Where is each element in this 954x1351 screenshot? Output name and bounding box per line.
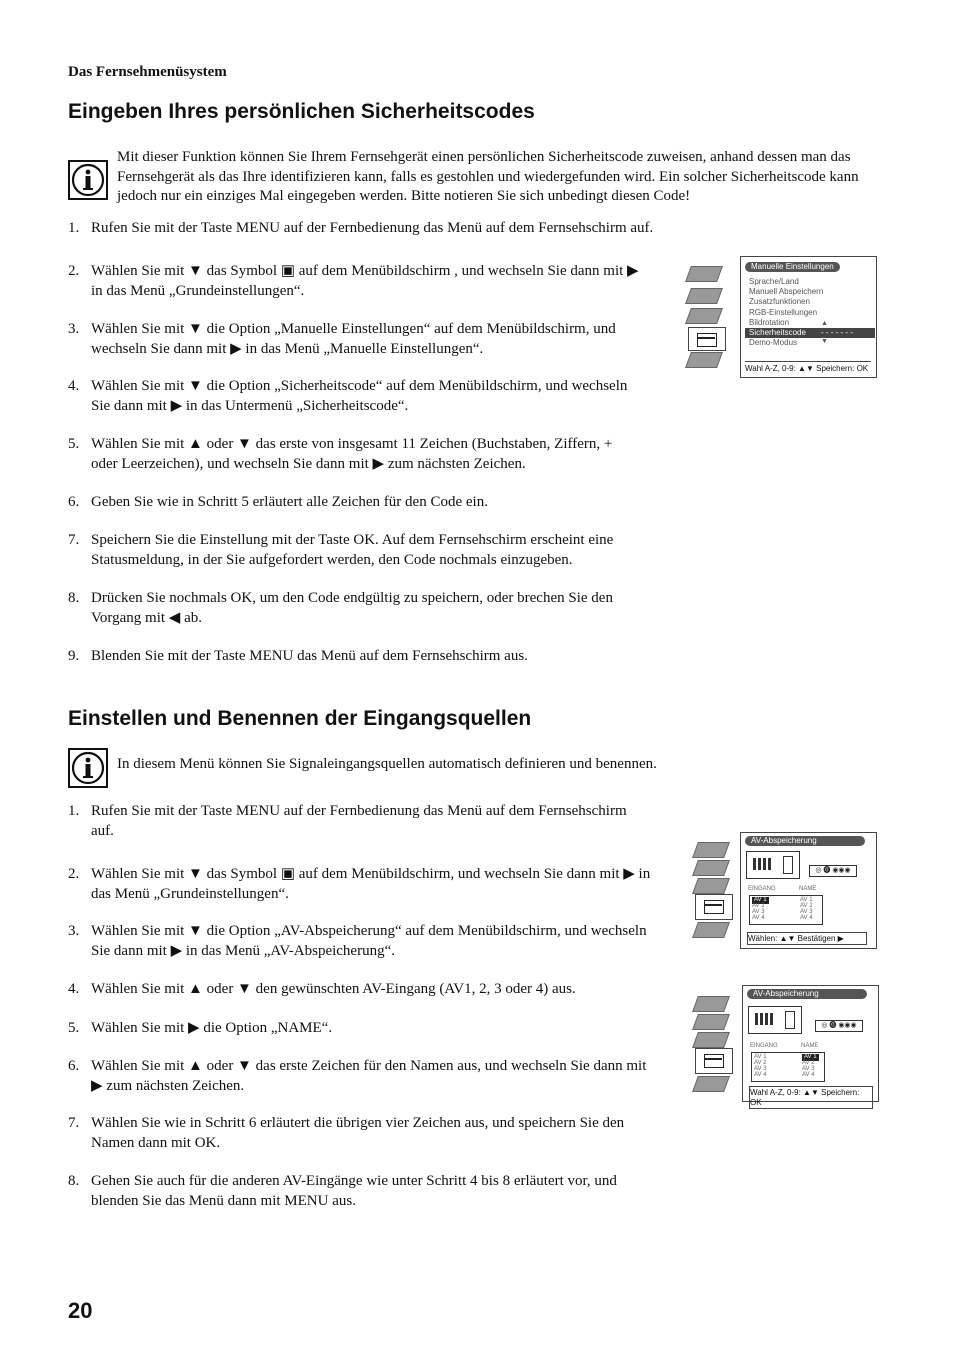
step-item [68, 1019, 708, 1059]
av-input: AV 4 [754, 1072, 767, 1078]
menu-item: Manuell Abspeichern [749, 287, 824, 296]
jack-icons: ◎ ⓿ ◉◉◉ [815, 1020, 863, 1032]
picture-tab-icon [692, 996, 730, 1012]
step-number: 3. [68, 923, 80, 939]
step-text: auf. [91, 822, 114, 839]
av-name: AV 2 [802, 1060, 815, 1066]
section-title-security-code: Eingeben Ihres persönlichen Sicherheitscodes [68, 100, 535, 123]
setup-tab-icon-selected [695, 1048, 733, 1074]
col-eingang: EINGANG [748, 886, 776, 892]
step-item [68, 1172, 708, 1212]
running-header: Das Fernsehmenüsystem [68, 64, 227, 80]
step-item [68, 980, 708, 1020]
step-number: 4. [68, 981, 80, 997]
step-item [68, 922, 708, 962]
menu-item: Sprache/Land [749, 277, 799, 286]
step-text: Wählen Sie mit ▲ oder ▼ das erste Zeichen für den Namen aus, und wechseln Sie dann mit [91, 1058, 647, 1074]
menu-item: RGB-Einstellungen [749, 308, 818, 317]
step-item [68, 531, 708, 571]
menu-footer: Wählen: ▲▼ Bestätigen ▶ [747, 932, 867, 945]
step-number: 1. [68, 803, 80, 819]
step-item [68, 1057, 708, 1097]
picture-tab-icon [692, 842, 730, 858]
info-icon [68, 748, 108, 788]
av-table [749, 895, 823, 925]
av-input: AV 2 [754, 1060, 767, 1066]
sound-tab-icon [692, 1014, 730, 1030]
step-text: Wählen Sie wie in Schritt 6 erläutert die übrigen vier Zeichen aus, und speichern Sie den [91, 1115, 625, 1131]
step-number: 8. [68, 1173, 80, 1189]
features-tab-icon [685, 308, 723, 324]
menu-item: Bildrotation [749, 318, 790, 327]
step-text: Gehen Sie auch für die anderen AV-Eingänge wie unter Schritt 4 bis 8 erläutert vor, und [91, 1173, 617, 1189]
menu-footer: Wahl A-Z, 0-9: ▲▼ Speichern: OK [745, 361, 871, 374]
av-name: AV 2 [800, 903, 813, 909]
connector-icon [748, 1006, 802, 1034]
step-text: Wählen Sie mit ▼ die Option „Manuelle Einstellungen“ auf dem Menübildschirm, und [91, 321, 616, 337]
step-item [68, 320, 708, 360]
step-text: Drücken Sie nochmals OK, um den Code endgültig zu speichern, oder brechen Sie den [91, 590, 613, 606]
setup-tab-icon-selected [695, 894, 733, 920]
up-arrow-icon: ▲ [821, 320, 828, 327]
step-item [68, 865, 708, 905]
step-text: Statusmeldung, in der Sie aufgefordert werden, den Code nochmals einzugeben. [91, 551, 573, 568]
av-input: AV 3 [752, 909, 765, 915]
section-title-input-sources: Einstellen und Benennen der Eingangsquellen [68, 707, 532, 730]
page-number: 20 [68, 1298, 93, 1323]
step-text: Wählen Sie mit ▲ oder ▼ das erste von insgesamt 11 Zeichen (Buchstaben, Ziffern, + [91, 436, 613, 452]
col-name: NAME [801, 1043, 819, 1049]
av-name: AV 3 [802, 1066, 815, 1072]
step-text: Wählen Sie mit ▼ das Symbol ▣ auf dem Menübildschirm, und wechseln Sie dann mit ▶ in [91, 866, 651, 882]
step-text: wechseln Sie dann mit ▶ in das Menü „Manuelle Einstellungen“. [91, 340, 484, 357]
step-item [68, 377, 708, 417]
section2-intro: In diesem Menü können Sie Signaleingangsquellen automatisch definieren und benennen. [117, 756, 657, 772]
step-number: 1. [68, 220, 80, 236]
step-text: Rufen Sie mit der Taste MENU auf der Fernbedienung das Menü auf dem Fernsehschirm [91, 803, 627, 819]
step-text: Vorgang mit ◀ ab. [91, 609, 202, 626]
step-text: Wählen Sie mit ▼ die Option „AV-Abspeicherung“ auf dem Menübildschirm, und wechseln [91, 923, 647, 939]
step-text: in das Menü „Grundeinstellungen“. [91, 282, 305, 299]
step-text: Wählen Sie mit ▲ oder ▼ den gewünschten AV-Eingang (AV1, 2, 3 oder 4) aus. [91, 981, 576, 997]
step-number: 2. [68, 263, 80, 279]
step-item [68, 493, 708, 533]
av-name: AV 1 [800, 897, 813, 903]
menu-panel-av-a [740, 832, 877, 949]
menu-item-selected: Sicherheitscode [745, 328, 821, 338]
step-number: 2. [68, 866, 80, 882]
step-item [68, 647, 708, 687]
step-number: 7. [68, 532, 80, 548]
step-item [68, 262, 708, 302]
jack-icons: ◎ ⓿ ◉◉◉ [809, 865, 857, 877]
menu-title: AV-Abspeicherung [747, 989, 867, 999]
down-arrow-icon: ▼ [821, 338, 828, 345]
step-text: das Menü „Grundeinstellungen“. [91, 885, 289, 902]
code-value: - - - - - - - [819, 328, 875, 338]
step-item [68, 219, 708, 259]
av-name: AV 4 [802, 1072, 815, 1078]
menu-item: Demo-Modus [749, 338, 798, 347]
menu-title: AV-Abspeicherung [745, 836, 865, 846]
sound-tab-icon [685, 288, 723, 304]
connector-icon [746, 851, 800, 879]
info-icon [68, 160, 108, 200]
step-text: Wählen Sie mit ▼ die Option „Sicherheitscode“ auf dem Menübildschirm, und wechseln [91, 378, 628, 394]
step-number: 7. [68, 1115, 80, 1131]
preset-tab-icon [692, 922, 730, 938]
menu-footer: Wahl A-Z, 0-9: ▲▼ Speichern: OK [749, 1086, 873, 1109]
section1-intro: Mit dieser Funktion können Sie Ihrem Fernsehgerät einen persönlichen Sicherheitscode zuweisen, anhand dessen man das Fernsehgerät als das Ihre identifizieren kann, falls es gestohlen und wiedergefunden wird. Ein solcher Sicherheitscode kann jedoch nur ein einziges Mal eingegeben werden. Bitte notieren Sie sich unbedingt diesen Code! [117, 149, 859, 204]
step-text: Speichern Sie die Einstellung mit der Taste OK. Auf dem Fernsehschirm erscheint eine [91, 532, 614, 548]
step-item [68, 1114, 708, 1154]
step-number: 5. [68, 1020, 80, 1036]
sound-tab-icon [692, 860, 730, 876]
step-number: 8. [68, 590, 80, 606]
menu-item: Zusatzfunktionen [749, 297, 810, 306]
step-text: Blenden Sie mit der Taste MENU das Menü auf dem Fernsehschirm aus. [91, 648, 528, 664]
av-input: AV 4 [752, 915, 765, 921]
col-eingang: EINGANG [750, 1043, 778, 1049]
step-text: Rufen Sie mit der Taste MENU auf der Fernbedienung das Menü auf dem Fernsehschirm auf. [91, 220, 654, 236]
preset-tab-icon [692, 1076, 730, 1092]
step-text: oder Leerzeichen), und wechseln Sie dann mit ▶ zum nächsten Zeichen. [91, 455, 526, 472]
step-item [68, 435, 708, 475]
features-tab-icon [692, 1032, 730, 1048]
step-number: 6. [68, 1058, 80, 1074]
step-text: blenden Sie das Menü dann mit MENU aus. [91, 1192, 356, 1209]
step-text: Geben Sie wie in Schritt 5 erläutert alle Zeichen für den Code ein. [91, 494, 488, 510]
av-input: AV 3 [754, 1066, 767, 1072]
picture-tab-icon [685, 266, 723, 282]
menu-panel-av-b [742, 985, 879, 1107]
step-item [68, 589, 708, 629]
step-number: 5. [68, 436, 80, 452]
av-name: AV 1 [804, 1054, 817, 1060]
step-number: 6. [68, 494, 80, 510]
step-text: Wählen Sie mit ▼ das Symbol ▣ auf dem Menübildschirm , und wechseln Sie dann mit ▶ [91, 263, 639, 279]
step-text: ▶ zum nächsten Zeichen. [91, 1077, 245, 1094]
av-name: AV 4 [800, 915, 813, 921]
step-item [68, 802, 708, 842]
av-input: AV 1 [754, 897, 767, 903]
menu-panel-security [740, 256, 877, 378]
setup-tab-icon-selected [688, 327, 726, 351]
preset-tab-icon [685, 352, 723, 368]
step-text: Sie dann mit ▶ in das Untermenü „Sicherheitscode“. [91, 397, 409, 414]
step-number: 4. [68, 378, 80, 394]
av-name: AV 3 [800, 909, 813, 915]
menu-title: Manuelle Einstellungen [745, 262, 840, 272]
av-input: AV 2 [752, 903, 765, 909]
step-text: Wählen Sie mit ▶ die Option „NAME“. [91, 1020, 333, 1036]
step-number: 3. [68, 321, 80, 337]
step-text: Sie dann mit ▶ in das Menü „AV-Abspeicherung“. [91, 942, 395, 959]
av-table [751, 1052, 825, 1082]
av-input: AV 1 [754, 1054, 767, 1060]
step-text: Namen dann mit OK. [91, 1134, 221, 1151]
step-number: 9. [68, 648, 80, 664]
col-name: NAME [799, 886, 817, 892]
features-tab-icon [692, 878, 730, 894]
